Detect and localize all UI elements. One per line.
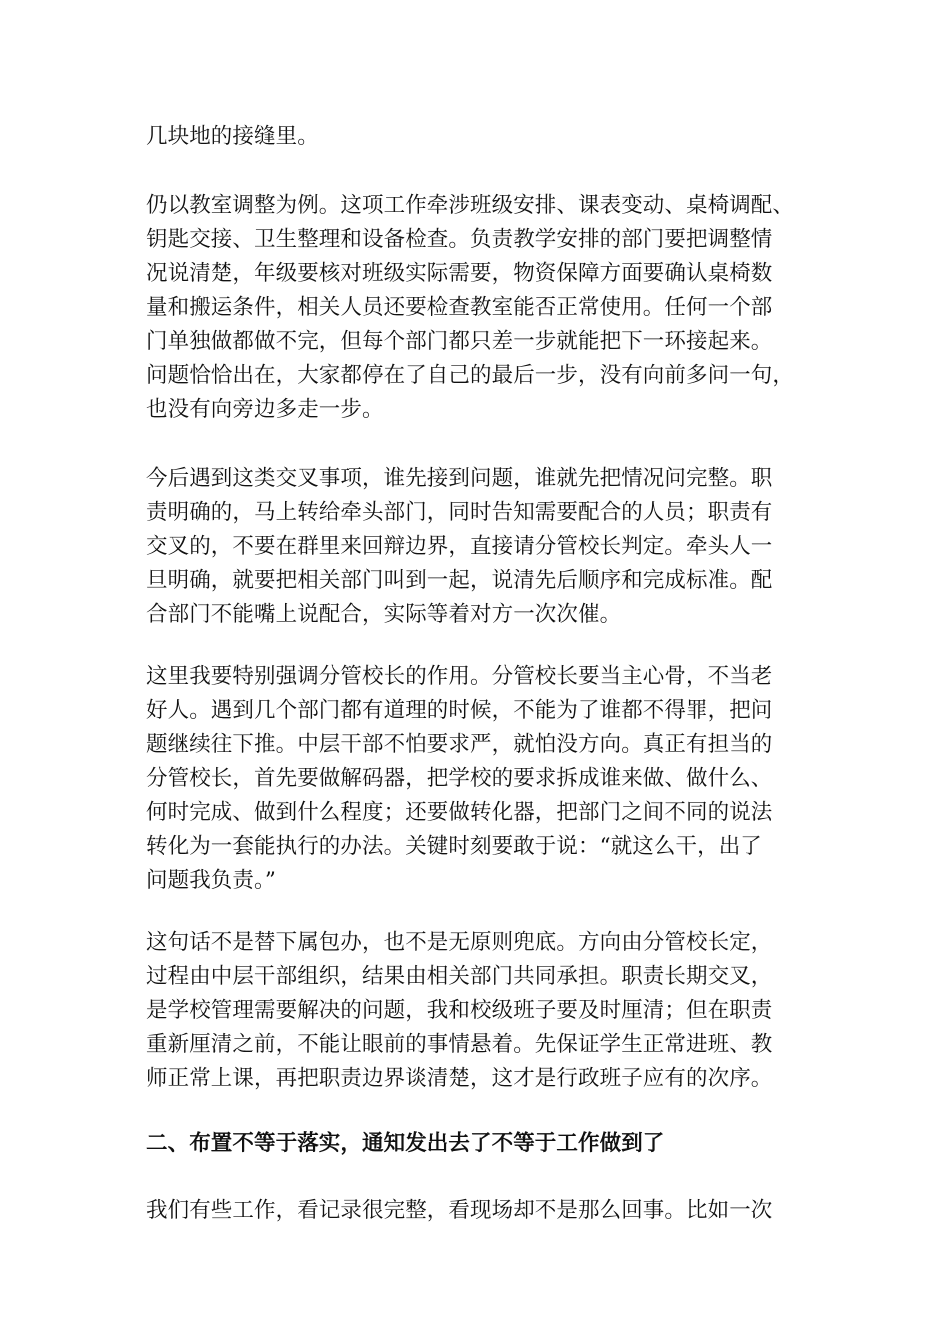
text-line: 过程由中层干部组织，结果由相关部门共同承担。职责长期交叉， [146, 964, 773, 989]
text-line: 这句话不是替下属包办，也不是无原则兜底。方向由分管校长定， [146, 930, 773, 955]
paragraph-5 [146, 926, 806, 1096]
text-line: 今后遇到这类交叉事项，谁先接到问题，谁就先把情况问完整。职 [146, 466, 773, 491]
text-line: 问题我负责。” [146, 868, 276, 893]
text-line: 问题恰恰出在，大家都停在了自己的最后一步，没有向前多问一句， [146, 363, 795, 388]
text-line: 旦明确，就要把相关部门叫到一起，说清先后顺序和完成标准。配 [146, 568, 773, 593]
text-line: 我们有些工作，看记录很完整，看现场却不是那么回事。比如一次 [146, 1198, 773, 1223]
text-line: 合部门不能嘴上说配合，实际等着对方一次次催。 [146, 602, 622, 627]
text-line: 钥匙交接、卫生整理和设备检查。负责教学安排的部门要把调整情 [146, 227, 773, 252]
text-line: 门单独做都做不完，但每个部门都只差一步就能把下一环接起来。 [146, 329, 773, 354]
text-line: 责明确的，马上转给牵头部门，同时告知需要配合的人员；职责有 [146, 500, 773, 525]
text-line: 好人。遇到几个部门都有道理的时候，不能为了谁都不得罪，把问 [146, 698, 773, 723]
text-line: 这里我要特别强调分管校长的作用。分管校长要当主心骨，不当老 [146, 664, 773, 689]
text-line: 况说清楚，年级要核对班级实际需要，物资保障方面要确认桌椅数 [146, 261, 773, 286]
paragraph-6 [146, 1194, 806, 1228]
text-line: 题继续往下推。中层干部不怕要求严，就怕没方向。真正有担当的 [146, 732, 773, 757]
text-line: 转化为一套能执行的办法。关键时刻要敢于说：“就这么干，出了 [146, 834, 762, 859]
paragraph-4 [146, 660, 806, 898]
text-line: 是学校管理需要解决的问题，我和校级班子要及时厘清；但在职责 [146, 998, 773, 1023]
section-heading [146, 1127, 806, 1161]
text-line: 师正常上课，再把职责边界谈清楚，这才是行政班子应有的次序。 [146, 1066, 773, 1091]
text-line: 何时完成、做到什么程度；还要做转化器，把部门之间不同的说法 [146, 800, 773, 825]
paragraph-3 [146, 462, 806, 632]
paragraph-1 [146, 120, 806, 154]
text-line: 交叉的，不要在群里来回辩边界，直接请分管校长判定。牵头人一 [146, 534, 773, 559]
text-line: 量和搬运条件，相关人员还要检查教室能否正常使用。任何一个部 [146, 295, 773, 320]
text-line: 仍以教室调整为例。这项工作牵涉班级安排、课表变动、桌椅调配、 [146, 193, 795, 218]
heading-text: 二、布置不等于落实，通知发出去了不等于工作做到了 [146, 1131, 665, 1156]
text-line: 重新厘清之前，不能让眼前的事情悬着。先保证学生正常进班、教 [146, 1032, 773, 1057]
text-line: 分管校长，首先要做解码器，把学校的要求拆成谁来做、做什么、 [146, 766, 773, 791]
text-line: 也没有向旁边多走一步。 [146, 397, 384, 422]
paragraph-2 [146, 189, 806, 427]
text-line: 几块地的接缝里。 [146, 124, 319, 149]
